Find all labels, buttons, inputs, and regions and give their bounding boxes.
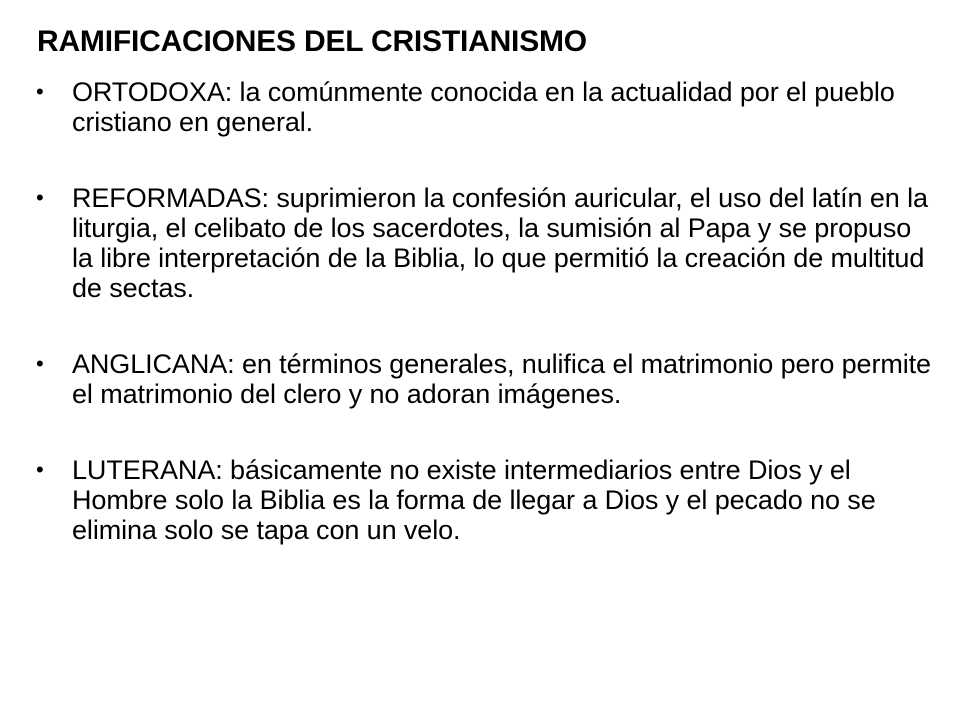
bullet-marker: •: [36, 79, 44, 104]
bullet-item-luterana: [36, 455, 936, 545]
bullet-text: REFORMADAS: suprimieron la confesión auricular, el uso del latín en la liturgia, el celibato de los sacerdotes, la sumisión al Papa y se propuso la libre interpretación de la Biblia, lo que permitió la creación de multitud de sectas.: [72, 183, 928, 303]
bullet-item-ortodoxa: [36, 77, 936, 137]
bullet-text: ORTODOXA: la comúnmente conocida en la actualidad por el pueblo cristiano en general.: [72, 77, 895, 137]
bullet-list: [36, 77, 936, 545]
bullet-item-reformadas: [36, 183, 936, 303]
bullet-marker: •: [36, 457, 44, 482]
bullet-text: ANGLICANA: en términos generales, nulifica el matrimonio pero permite el matrimonio del clero y no adoran imágenes.: [72, 349, 931, 409]
bullet-marker: •: [36, 351, 44, 376]
bullet-marker: •: [36, 185, 44, 210]
bullet-text: LUTERANA: básicamente no existe intermediarios entre Dios y el Hombre solo la Biblia es la forma de llegar a Dios y el pecado no se elimina solo se tapa con un velo.: [72, 455, 876, 545]
bullet-item-anglicana: [36, 349, 936, 409]
slide-title: RAMIFICACIONES DEL CRISTIANISMO: [37, 25, 587, 58]
